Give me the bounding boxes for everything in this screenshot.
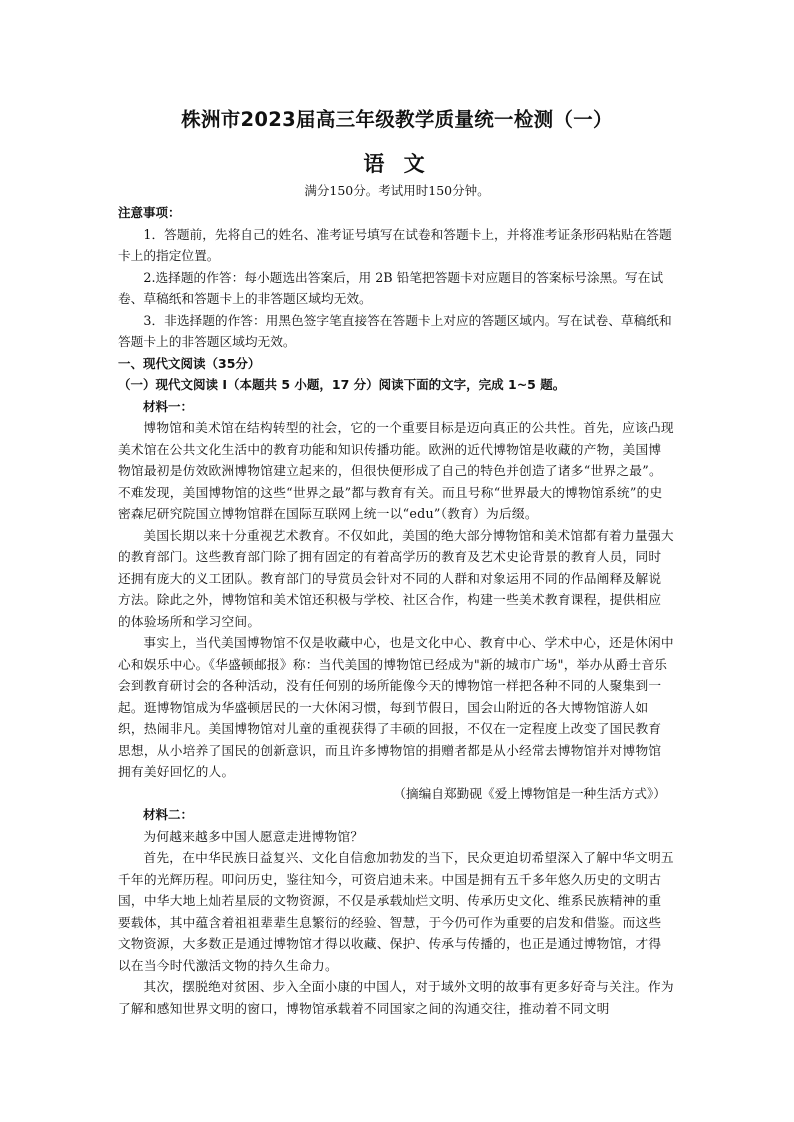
material-1-paragraph: 事实上，当代美国博物馆不仅是收藏中心，也是文化中心、教育中心、学术中心，还是休闲中心和娱乐中心。《华盛顿邮报》称：当代美国的博物馆已经成为"新的城市广场"，举办从爵士音乐会到教育研讨会的各种活动，没有任何别的场所能像今天的博物馆一样把各种不同的人聚集到一起。逛博物馆成为华盛顿居民的一大休闲习惯，每到节假日，国会山附近的各大博物馆游人如织，热闹非凡。美国博物馆对儿童的重视获得了丰硕的回报，不仅在一定程度上改变了国民教育思想，从小培养了国民的创新意识，而且许多博物馆的捐赠者都是从小经常去博物馆并对博物馆拥有美好回忆的人。 [118,635,674,779]
material-2-paragraph: 其次，摆脱绝对贫困、步入全面小康的中国人，对于域外文明的故事有更多好奇与关注。作为了解和感知世界文明的窗口，博物馆承载着不同国家之间的沟通交往，推动着不同文明 [118,979,674,1016]
section-subheading: （一）现代文阅读 I（本题共 5 小题，17 分）阅读下面的文字，完成 1~5 题。 [118,377,566,392]
material-2-paragraph: 首先，在中华民族日益复兴、文化自信愈加勃发的当下，民众更迫切希望深入了解中华文明五千年的光辉历程。叩问历史，鉴往知今，可资启迪未来。中国是拥有五千多年悠久历史的文明古国，中华大地上灿若星辰的文物资源，不仅是承载灿烂文明、传承历史文化、维系民族精神的重要载体，其中蕴含着祖祖辈辈生息繁衍的经验、智慧，于今仍可作为重要的启发和借鉴。而这些文物资源，大多数正是通过博物馆才得以收藏、保护、传承与传播的，也正是通过博物馆，才得以在当今时代激活文物的持久生命力。 [118,850,674,973]
material-2-label: 材料二： [143,807,194,822]
notice-heading: 注意事项： [118,205,181,220]
notice-item-3: 3．非选择题的作答：用黑色签字笔直接答在答题卡上对应的答题区域内。写在试卷、草稿纸和答题卡上的非答题区域均无效。 [118,312,672,349]
material-1-paragraph: 博物馆和美术馆在结构转型的社会，它的一个重要目标是迈向真正的公共性。首先，应该凸现美术馆在公共文化生活中的教育功能和知识传播功能。欧洲的近代博物馆是收藏的产物，美国博物馆最初是仿效欧洲博物馆建立起来的，但很快便形成了自己的特色并创造了诸多“世界之最”。不难发现，美国博物馆的这些“世界之最”都与教育有关。而且号称“世界最大的博物馆系统”的史密森尼研究院国立博物馆群在国际互联网上统一以“edu”（教育）为后缀。 [118,420,674,521]
notice-item-1: 1．答题前，先将自己的姓名、准考证号填写在试卷和答题卡上，并将准考证条形码粘贴在答题卡上的指定位置。 [118,226,672,263]
material-2-question: 为何越来越多中国人愿意走进博物馆？ [143,828,364,844]
material-1-label: 材料一： [143,398,194,414]
exam-meta: 满分150分。考试用时150分钟。 [304,183,490,198]
exam-body [118,202,674,1019]
notice-item-2: 2.选择题的作答：每小题选出答案后，用 2B 铅笔把答题卡对应题目的答案标号涂黑。写在试卷、草稿纸和答题卡上的非答题区域均无效。 [118,269,664,306]
material-1-source: （摘编自郑勤砚《爱上博物馆是一种生活方式》） [393,785,666,801]
section-heading: 一、现代文阅读（35分） [118,355,261,371]
exam-title: 株洲市2023届高三年级教学质量统一检测（一） [181,108,613,131]
subject-title: 语 文 [363,152,431,176]
material-1-paragraph: 美国长期以来十分重视艺术教育。不仅如此，美国的绝大部分博物馆和美术馆都有着力量强大的教育部门。这些教育部门除了拥有固定的有着高学历的教育及艺术史论背景的教育人员，同时还拥有庞大的义工团队。教育部门的导赏员会针对不同的人群和对象运用不同的作品阐释及解说方法。除此之外，博物馆和美术馆还积极与学校、社区合作，构建一些美术教育课程，提供相应的体验场所和学习空间。 [118,527,674,629]
